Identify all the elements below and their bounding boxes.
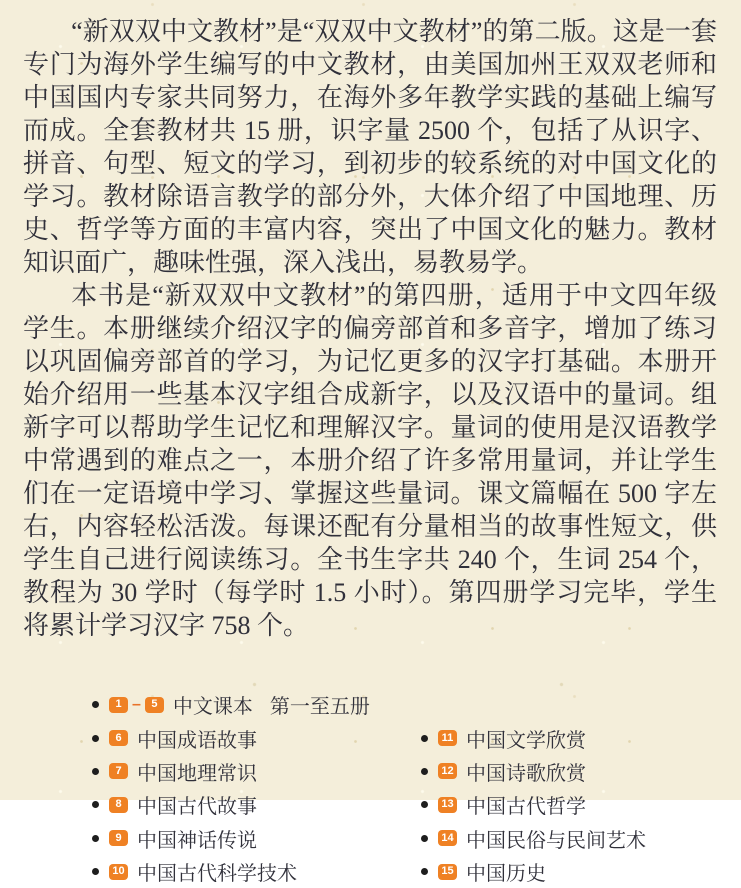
- list-item: [421, 721, 717, 754]
- intro-paragraph-2: 本书是“新双双中文教材”的第四册，适用于中文四年级学生。本册继续介绍汉字的偏旁部首和多音字，增加了练习以巩固偏旁部首的学习，为记忆更多的汉字打基础。本册开始介绍用一些基本汉字组合成新字，以及汉语中的量词。组新字可以帮助学生记忆和理解汉字。量词的使用是汉语教学中常遇到的难点之一，本册介绍了许多常用量词，并让学生们在一定语境中学习、掌握这些量词。课文篇幅在 500 字左右，内容轻松活泼。每课还配有分量相当的故事性短文，供学生自己进行阅读练习。全书生字共 240 个，生词 254 个，教程为 30 学时（每学时 1.5 小时）。第四册学习完毕，学生将累计学习汉字 758 个。: [23, 281, 717, 640]
- book-title: 中国古代科学技术: [137, 863, 297, 886]
- list-item: [92, 855, 421, 888]
- book-title: 中国文学欣赏: [466, 729, 586, 752]
- list-item: [92, 822, 421, 855]
- list-item: [421, 855, 717, 888]
- list-item: [92, 721, 421, 754]
- volume-badge: 6: [109, 730, 128, 746]
- list-item: [92, 755, 421, 788]
- book-title: 中国古代哲学: [466, 796, 586, 819]
- book-title: 中国民俗与民间艺术: [466, 829, 646, 852]
- book-title: 中国古代故事: [137, 796, 257, 819]
- volume-badge: 11: [438, 730, 457, 746]
- bullet-icon: [92, 768, 99, 775]
- volume-badge: 15: [438, 864, 457, 880]
- series-list: [92, 688, 717, 888]
- bullet-icon: [92, 701, 99, 708]
- range-dash: –: [132, 695, 141, 713]
- bullet-icon: [92, 801, 99, 808]
- bullet-icon: [421, 835, 428, 842]
- volume-badge: 8: [109, 797, 128, 813]
- list-item: [92, 788, 421, 821]
- series-list-left-column: [92, 721, 421, 888]
- volume-badge: 9: [109, 830, 128, 846]
- volume-badge: 7: [109, 763, 128, 779]
- volume-badge: 13: [438, 797, 457, 813]
- bullet-icon: [421, 735, 428, 742]
- list-item: [421, 755, 717, 788]
- bullet-icon: [92, 835, 99, 842]
- list-item: [421, 788, 717, 821]
- bullet-icon: [421, 768, 428, 775]
- bullet-icon: [92, 735, 99, 742]
- book-title: 中国神话传说: [137, 829, 257, 852]
- bullet-icon: [421, 801, 428, 808]
- series-list-columns: [92, 721, 717, 888]
- book-subtitle: 第一至五册: [269, 696, 370, 719]
- volume-badge-end: 5: [145, 697, 164, 713]
- volume-badge: 10: [109, 864, 128, 880]
- list-item-volume-range: [92, 688, 717, 721]
- volume-badge-start: 1: [109, 697, 128, 713]
- bullet-icon: [92, 868, 99, 875]
- intro-paragraph-1: “新双双中文教材”是“双双中文教材”的第二版。这是一套专门为海外学生编写的中文教材，由美国加州王双双老师和中国国内专家共同努力，在海外多年教学实践的基础上编写而成。全套教材共 15 册，识字量 2500 个，包括了从识字、拼音、句型、短文的学习，到初步的较系统的对中国文化的学习。教材除语言教学的部分外，大体介绍了中国地理、历史、哲学等方面的丰富内容，突出了中国文化的魅力。教材知识面广，趣味性强，深入浅出，易教易学。: [23, 17, 717, 277]
- book-title: 中国诗歌欣赏: [466, 762, 586, 785]
- book-title: 中国成语故事: [137, 729, 257, 752]
- bullet-icon: [421, 868, 428, 875]
- series-list-right-column: [421, 721, 717, 888]
- book-title: 中国历史: [466, 863, 546, 886]
- list-item: [421, 822, 717, 855]
- volume-badge: 12: [438, 763, 457, 779]
- volume-badge: 14: [438, 830, 457, 846]
- book-title: 中国地理常识: [137, 762, 257, 785]
- book-title: 中文课本: [172, 696, 253, 719]
